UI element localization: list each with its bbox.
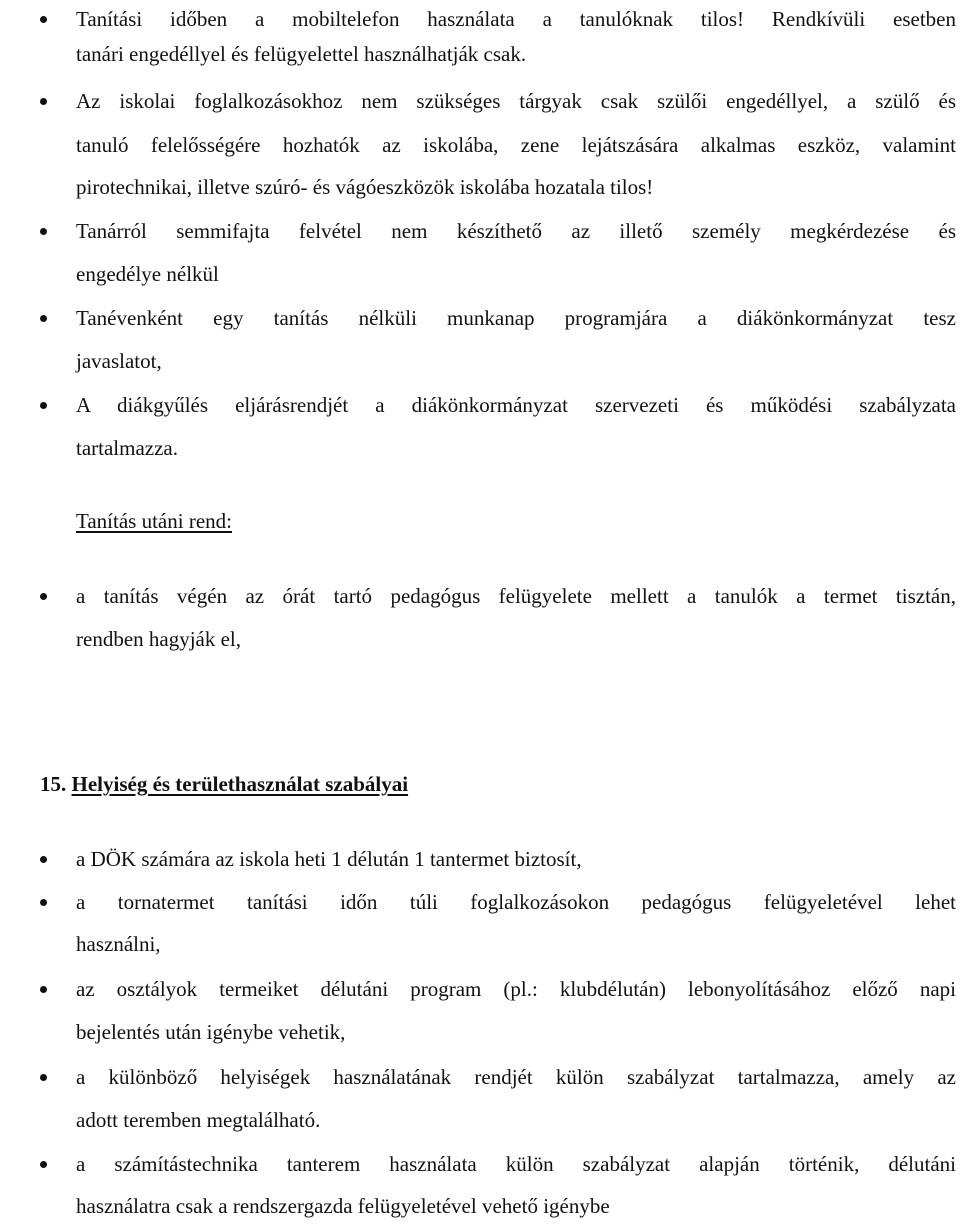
bullet-icon — [40, 1161, 47, 1168]
bullet-icon — [40, 986, 47, 993]
list-item-line: a különböző helyiségek használatának rendjét külön szabályzat tartalmazza, amely az — [76, 1065, 956, 1089]
bullet-icon — [40, 899, 47, 906]
bullet-icon — [40, 856, 47, 863]
list-item-line: rendben hagyják el, — [76, 627, 242, 651]
bullet-icon — [40, 402, 47, 409]
bullet-icon — [40, 1074, 47, 1081]
list-item-line: Tanárról semmifajta felvétel nem készíthető az illető személy megkérdezése és — [76, 219, 956, 243]
subheading: Tanítás utáni rend: — [76, 509, 232, 533]
list-item-line: javaslatot, — [76, 349, 162, 373]
list-item-line: adott teremben megtalálható. — [76, 1108, 321, 1132]
list-item-line: A diákgyűlés eljárásrendjét a diákönkormányzat szervezeti és működési szabályzata — [76, 393, 956, 417]
list-item-line: Az iskolai foglalkozásokhoz nem szükséges tárgyak csak szülői engedéllyel, a szülő és — [76, 89, 956, 113]
list-item-line: a DÖK számára az iskola heti 1 délután 1 tantermet biztosít, — [76, 847, 582, 871]
list-item-line: engedélye nélkül — [76, 262, 219, 286]
list-item-line: tanuló felelősségére hozhatók az iskolába, zene lejátszására alkalmas eszköz, valamint — [76, 133, 956, 157]
section-title: Helyiség és területhasználat szabályai — [71, 772, 409, 796]
list-item-line: Tanévenként egy tanítás nélküli munkanap programjára a diákönkormányzat tesz — [76, 306, 956, 330]
list-item-line: használni, — [76, 932, 161, 956]
list-item-line: a számítástechnika tanterem használata külön szabályzat alapján történik, délutáni — [76, 1152, 956, 1176]
list-item-line: bejelentés után igénybe vehetik, — [76, 1020, 346, 1044]
section-heading — [40, 762, 408, 806]
bullet-icon — [40, 593, 47, 600]
list-item-line: tanári engedéllyel és felügyelettel használhatják csak. — [76, 42, 527, 66]
section-number: 15. — [40, 772, 67, 796]
list-item-line: a tornatermet tanítási időn túli foglalkozásokon pedagógus felügyeletével lehet — [76, 890, 956, 914]
bullet-icon — [40, 16, 47, 23]
list-item-line: tartalmazza. — [76, 436, 179, 460]
list-item-line: az osztályok termeiket délutáni program (pl.: klubdélután) lebonyolításához előző napi — [76, 977, 956, 1001]
list-item-line: Tanítási időben a mobiltelefon használata a tanulóknak tilos! Rendkívüli esetben — [76, 7, 956, 31]
list-item-line: használatra csak a rendszergazda felügyeletével vehető igénybe — [76, 1194, 610, 1218]
bullet-icon — [40, 98, 47, 105]
bullet-icon — [40, 228, 47, 235]
list-item-line: pirotechnikai, illetve szúró- és vágóeszközök iskolába hozatala tilos! — [76, 175, 654, 199]
bullet-icon — [40, 315, 47, 322]
list-item-line: a tanítás végén az órát tartó pedagógus felügyelete mellett a tanulók a termet tisztán, — [76, 584, 956, 608]
